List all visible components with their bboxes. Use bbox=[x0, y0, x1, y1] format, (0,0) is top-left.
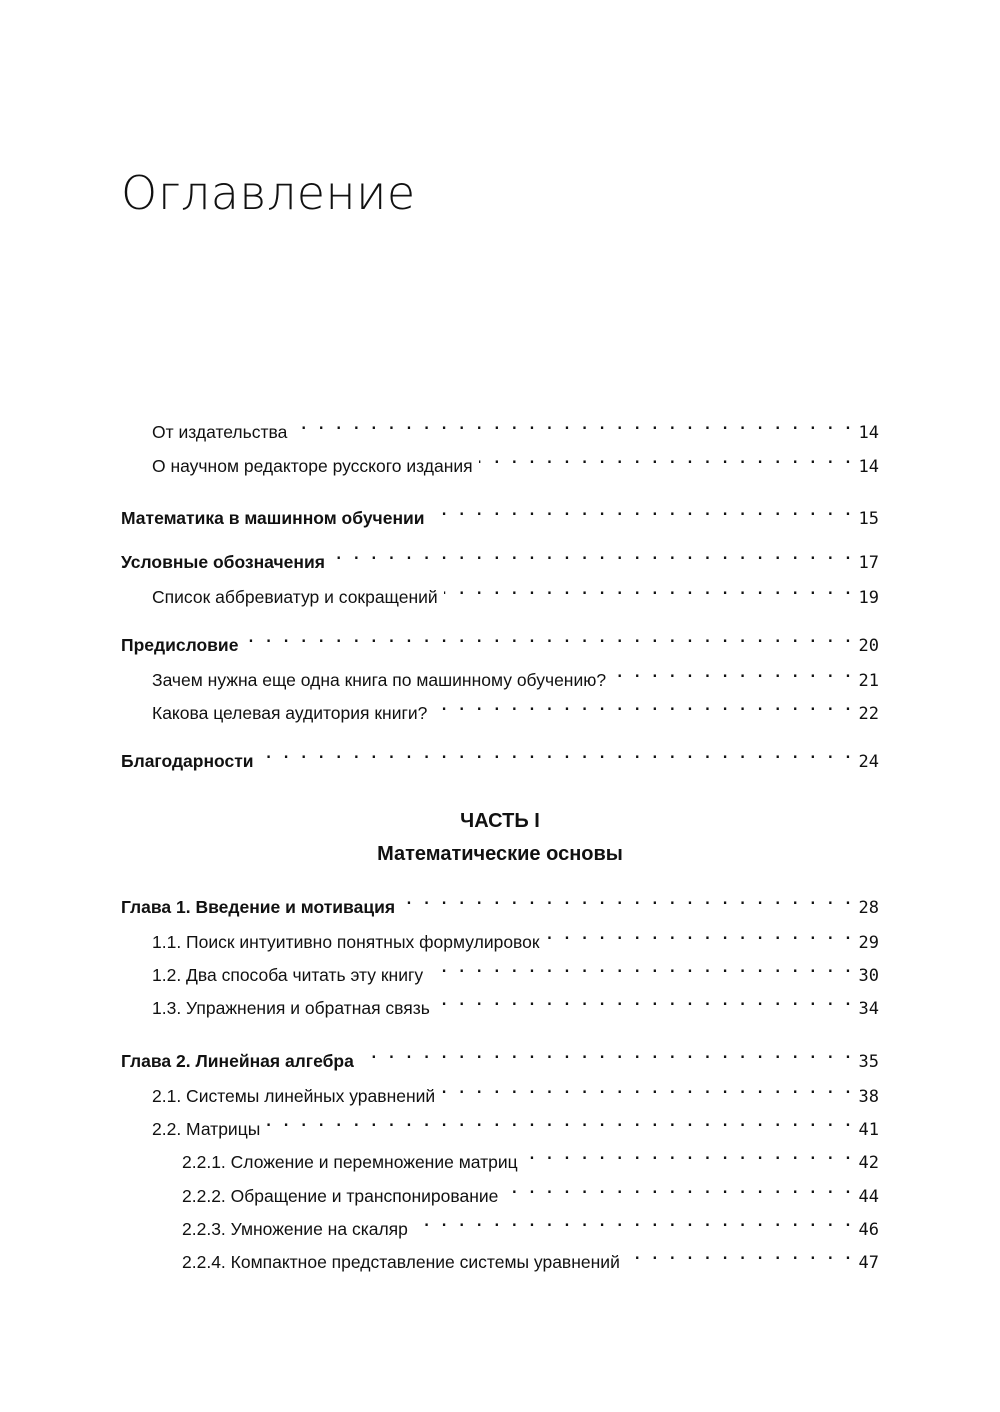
toc-entry-label: 2.2.2. Обращение и транспонирование bbox=[182, 1186, 499, 1206]
toc-entry[interactable] bbox=[121, 741, 879, 772]
toc-entry-label: Какова целевая аудитория книги? bbox=[152, 703, 428, 723]
toc-entry-page: 30 bbox=[858, 966, 879, 986]
dot-leader bbox=[546, 922, 853, 948]
dot-leader bbox=[436, 988, 853, 1014]
toc-entry-page: 41 bbox=[858, 1120, 879, 1140]
toc-entry[interactable] bbox=[121, 625, 879, 656]
dot-leader bbox=[479, 446, 853, 472]
toc-entry[interactable] bbox=[121, 660, 879, 691]
dot-leader bbox=[441, 1076, 852, 1102]
toc-entry-label: Глава 1. Введение и мотивация bbox=[121, 897, 396, 917]
toc-entry-page: 24 bbox=[858, 752, 879, 772]
toc-entry-label: 1.1. Поиск интуитивно понятных формулировок bbox=[152, 932, 540, 952]
dot-leader bbox=[414, 1209, 853, 1235]
dot-leader bbox=[331, 542, 853, 568]
toc-entry-page: 28 bbox=[858, 898, 879, 918]
dot-leader bbox=[524, 1142, 853, 1168]
toc-entry[interactable] bbox=[121, 1076, 879, 1107]
toc-entry-page: 19 bbox=[858, 588, 879, 608]
toc-entry[interactable] bbox=[121, 1109, 879, 1140]
toc-entry-label: Глава 2. Линейная алгебра bbox=[121, 1051, 354, 1071]
toc-entry-label: 2.2. Матрицы bbox=[152, 1119, 261, 1139]
dot-leader bbox=[266, 1109, 852, 1135]
dot-leader bbox=[612, 660, 852, 686]
toc-entry[interactable] bbox=[121, 922, 879, 953]
toc-entry[interactable] bbox=[121, 1176, 879, 1207]
part-number: ЧАСТЬ I bbox=[460, 810, 540, 832]
toc-entry[interactable] bbox=[121, 693, 879, 724]
dot-leader bbox=[504, 1176, 852, 1202]
toc-entry[interactable] bbox=[121, 542, 879, 573]
dot-leader bbox=[244, 625, 852, 651]
toc-entry-label: Благодарности bbox=[121, 751, 254, 771]
toc-entry[interactable] bbox=[121, 887, 879, 918]
toc-entry-label: Математика в машинном обучении bbox=[121, 508, 425, 528]
toc-entry[interactable] bbox=[121, 1242, 879, 1273]
dot-leader bbox=[431, 498, 853, 524]
dot-leader bbox=[429, 955, 852, 981]
toc-entry-label: 2.2.4. Компактное представление системы уравнений bbox=[182, 1252, 620, 1272]
toc-entry-page: 22 bbox=[858, 704, 879, 724]
toc-entry-label: От издательства bbox=[152, 422, 288, 442]
toc-entry[interactable] bbox=[121, 988, 879, 1019]
dot-leader bbox=[260, 741, 853, 767]
dot-leader bbox=[433, 693, 852, 719]
dot-leader bbox=[293, 412, 852, 438]
toc-entry-page: 34 bbox=[858, 999, 879, 1019]
toc-entry-page: 14 bbox=[858, 423, 879, 443]
toc-entry[interactable] bbox=[121, 1209, 879, 1240]
toc-entry[interactable] bbox=[121, 577, 879, 608]
dot-leader bbox=[626, 1242, 853, 1268]
toc-entry-page: 38 bbox=[858, 1087, 879, 1107]
toc-entry-page: 17 bbox=[858, 553, 879, 573]
dot-leader bbox=[444, 577, 853, 603]
toc-entry-page: 47 bbox=[858, 1253, 879, 1273]
toc-entry-page: 21 bbox=[858, 671, 879, 691]
toc-entry-label: Зачем нужна еще одна книга по машинному обучению? bbox=[152, 670, 607, 690]
toc-entry-page: 35 bbox=[858, 1052, 879, 1072]
part-title: Математические основы bbox=[377, 843, 623, 865]
toc-entry[interactable] bbox=[121, 1041, 879, 1072]
toc-entry-page: 46 bbox=[858, 1220, 879, 1240]
dot-leader bbox=[401, 887, 852, 913]
toc-entry[interactable] bbox=[121, 955, 879, 986]
toc-entry[interactable] bbox=[121, 498, 879, 529]
toc-entry[interactable] bbox=[121, 446, 879, 477]
toc-entry-label: Условные обозначения bbox=[121, 552, 325, 572]
dot-leader bbox=[360, 1041, 853, 1067]
toc-entry-page: 20 bbox=[858, 636, 879, 656]
toc-entry-label: 1.3. Упражнения и обратная связь bbox=[152, 998, 430, 1018]
toc-entry-label: 2.2.3. Умножение на скаляр bbox=[182, 1219, 408, 1239]
page-title: Оглавление bbox=[121, 166, 416, 220]
toc-entry-label: Список аббревиатур и сокращений bbox=[152, 587, 438, 607]
toc-entry-page: 44 bbox=[858, 1187, 879, 1207]
toc-entry-page: 42 bbox=[858, 1153, 879, 1173]
toc-entry-page: 15 bbox=[858, 509, 879, 529]
toc-entry[interactable] bbox=[121, 1142, 879, 1173]
toc-entry-label: Предисловие bbox=[121, 635, 239, 655]
toc-entry[interactable] bbox=[121, 412, 879, 443]
toc-entry-label: 2.2.1. Сложение и перемножение матриц bbox=[182, 1152, 518, 1172]
toc-entry-label: 1.2. Два способа читать эту книгу bbox=[152, 965, 424, 985]
toc-entry-label: 2.1. Системы линейных уравнений bbox=[152, 1086, 436, 1106]
toc-entry-page: 14 bbox=[858, 457, 879, 477]
toc-entry-label: О научном редакторе русского издания bbox=[152, 456, 473, 476]
toc-entry-page: 29 bbox=[858, 933, 879, 953]
